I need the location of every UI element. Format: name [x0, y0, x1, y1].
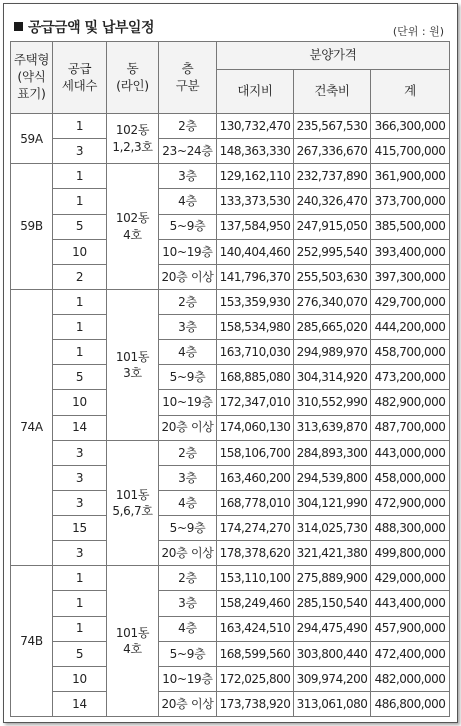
unit-note: (단위 : 원)	[392, 25, 444, 38]
building-price-cell: 285,665,020	[294, 315, 371, 340]
table-row	[11, 189, 450, 214]
building-price-cell: 303,800,440	[294, 641, 371, 666]
total-price-cell: 429,700,000	[371, 289, 450, 314]
dong-line: 4호	[123, 227, 142, 242]
table-row	[11, 239, 450, 264]
floor-cell: 2층	[159, 114, 217, 139]
floor-cell: 4층	[159, 490, 217, 515]
table-row	[11, 340, 450, 365]
units-cell: 1	[53, 289, 107, 314]
units-cell: 3	[53, 139, 107, 164]
floor-cell: 10~19층	[159, 239, 217, 264]
dong-cell	[107, 566, 159, 717]
document-frame	[3, 3, 458, 723]
floor-cell: 20층 이상	[159, 541, 217, 566]
land-price-cell: 158,249,460	[217, 591, 294, 616]
total-price-cell: 429,000,000	[371, 566, 450, 591]
land-price-cell: 158,534,980	[217, 315, 294, 340]
building-price-cell: 252,995,540	[294, 239, 371, 264]
header-units: 공급 세대수	[53, 42, 107, 114]
units-cell: 10	[53, 666, 107, 691]
building-price-cell: 247,915,050	[294, 214, 371, 239]
building-price-cell: 276,340,070	[294, 289, 371, 314]
price-table-body	[11, 114, 450, 717]
dong-line: 101동	[115, 625, 150, 640]
floor-cell: 3층	[159, 164, 217, 189]
building-price-cell: 313,639,870	[294, 415, 371, 440]
floor-cell: 3층	[159, 315, 217, 340]
dong-line: 102동	[115, 123, 150, 138]
dong-cell	[107, 440, 159, 566]
units-cell: 1	[53, 591, 107, 616]
floor-cell: 4층	[159, 189, 217, 214]
table-row	[11, 164, 450, 189]
building-price-cell: 240,326,470	[294, 189, 371, 214]
floor-cell: 10~19층	[159, 390, 217, 415]
table-row	[11, 139, 450, 164]
total-price-cell: 486,800,000	[371, 691, 450, 716]
land-price-cell: 163,710,030	[217, 340, 294, 365]
building-price-cell: 321,421,380	[294, 541, 371, 566]
total-price-cell: 443,400,000	[371, 591, 450, 616]
land-price-cell: 153,110,100	[217, 566, 294, 591]
floor-cell: 4층	[159, 616, 217, 641]
header-floor: 층 구분	[159, 42, 217, 114]
type-cell: 74B	[11, 566, 53, 717]
total-price-cell: 361,900,000	[371, 164, 450, 189]
floor-cell: 4층	[159, 340, 217, 365]
header-land: 대지비	[217, 70, 294, 114]
land-price-cell: 130,732,470	[217, 114, 294, 139]
units-cell: 1	[53, 616, 107, 641]
table-row	[11, 264, 450, 289]
table-row	[11, 666, 450, 691]
land-price-cell: 168,778,010	[217, 490, 294, 515]
total-price-cell: 499,800,000	[371, 541, 450, 566]
building-price-cell: 232,737,890	[294, 164, 371, 189]
building-price-cell: 267,336,670	[294, 139, 371, 164]
dong-cell	[107, 289, 159, 440]
floor-cell: 20층 이상	[159, 691, 217, 716]
table-row	[11, 114, 450, 139]
building-price-cell: 284,893,300	[294, 440, 371, 465]
units-cell: 10	[53, 239, 107, 264]
header-building: 건축비	[294, 70, 371, 114]
land-price-cell: 178,378,620	[217, 541, 294, 566]
floor-cell: 5~9층	[159, 516, 217, 541]
total-price-cell: 487,700,000	[371, 415, 450, 440]
total-price-cell: 458,700,000	[371, 340, 450, 365]
land-price-cell: 148,363,330	[217, 139, 294, 164]
total-price-cell: 366,300,000	[371, 114, 450, 139]
floor-cell: 2층	[159, 289, 217, 314]
land-price-cell: 153,359,930	[217, 289, 294, 314]
units-cell: 2	[53, 264, 107, 289]
floor-cell: 5~9층	[159, 214, 217, 239]
total-price-cell: 488,300,000	[371, 516, 450, 541]
total-price-cell: 415,700,000	[371, 139, 450, 164]
total-price-cell: 472,900,000	[371, 490, 450, 515]
building-price-cell: 255,503,630	[294, 264, 371, 289]
land-price-cell: 163,424,510	[217, 616, 294, 641]
land-price-cell: 141,796,370	[217, 264, 294, 289]
total-price-cell: 385,500,000	[371, 214, 450, 239]
building-price-cell: 313,061,080	[294, 691, 371, 716]
units-cell: 1	[53, 315, 107, 340]
units-cell: 15	[53, 516, 107, 541]
building-price-cell: 235,567,530	[294, 114, 371, 139]
land-price-cell: 140,404,460	[217, 239, 294, 264]
land-price-cell: 133,373,530	[217, 189, 294, 214]
building-price-cell: 285,150,540	[294, 591, 371, 616]
dong-line: 3호	[123, 365, 142, 380]
header-total: 계	[371, 70, 450, 114]
building-price-cell: 314,025,730	[294, 516, 371, 541]
floor-cell: 2층	[159, 440, 217, 465]
units-cell: 3	[53, 541, 107, 566]
land-price-cell: 163,460,200	[217, 465, 294, 490]
total-price-cell: 457,900,000	[371, 616, 450, 641]
total-price-cell: 473,200,000	[371, 365, 450, 390]
square-bullet-icon	[14, 22, 23, 31]
land-price-cell: 173,738,920	[217, 691, 294, 716]
dong-line: 5,6,7호	[112, 503, 153, 518]
building-price-cell: 294,539,800	[294, 465, 371, 490]
dong-line: 4호	[123, 642, 142, 657]
land-price-cell: 137,584,950	[217, 214, 294, 239]
units-cell: 1	[53, 164, 107, 189]
building-price-cell: 294,989,970	[294, 340, 371, 365]
type-cell: 59B	[11, 164, 53, 290]
floor-cell: 5~9층	[159, 641, 217, 666]
table-row	[11, 616, 450, 641]
header-dong: 동 (라인)	[107, 42, 159, 114]
table-row	[11, 315, 450, 340]
floor-cell: 20층 이상	[159, 415, 217, 440]
section-title	[14, 17, 154, 37]
units-cell: 10	[53, 390, 107, 415]
dong-line: 101동	[115, 487, 150, 502]
floor-cell: 3층	[159, 465, 217, 490]
type-cell: 59A	[11, 114, 53, 164]
header-type: 주택형 (약식 표기)	[11, 42, 53, 114]
land-price-cell: 174,274,270	[217, 516, 294, 541]
table-row	[11, 691, 450, 716]
header-price-group: 분양가격	[217, 42, 450, 70]
land-price-cell: 174,060,130	[217, 415, 294, 440]
dong-line: 102동	[115, 211, 150, 226]
building-price-cell: 309,974,200	[294, 666, 371, 691]
units-cell: 14	[53, 415, 107, 440]
dong-cell	[107, 114, 159, 164]
floor-cell: 23~24층	[159, 139, 217, 164]
land-price-cell: 168,599,560	[217, 641, 294, 666]
units-cell: 5	[53, 365, 107, 390]
floor-cell: 5~9층	[159, 365, 217, 390]
units-cell: 3	[53, 490, 107, 515]
units-cell: 1	[53, 340, 107, 365]
table-row	[11, 566, 450, 591]
building-price-cell: 304,314,920	[294, 365, 371, 390]
table-row	[11, 641, 450, 666]
section-title-text: 공급금액 및 납부일정	[28, 20, 154, 36]
total-price-cell: 444,200,000	[371, 315, 450, 340]
table-row	[11, 289, 450, 314]
table-row	[11, 465, 450, 490]
table-row	[11, 214, 450, 239]
units-cell: 1	[53, 189, 107, 214]
land-price-cell: 168,885,080	[217, 365, 294, 390]
total-price-cell: 373,700,000	[371, 189, 450, 214]
price-table	[10, 41, 450, 717]
type-cell: 74A	[11, 289, 53, 565]
land-price-cell: 158,106,700	[217, 440, 294, 465]
land-price-cell: 172,025,800	[217, 666, 294, 691]
floor-cell: 2층	[159, 566, 217, 591]
dong-cell	[107, 164, 159, 290]
total-price-cell: 397,300,000	[371, 264, 450, 289]
floor-cell: 20층 이상	[159, 264, 217, 289]
table-row	[11, 390, 450, 415]
floor-cell: 10~19층	[159, 666, 217, 691]
units-cell: 3	[53, 465, 107, 490]
building-price-cell: 304,121,990	[294, 490, 371, 515]
total-price-cell: 482,900,000	[371, 390, 450, 415]
units-cell: 5	[53, 641, 107, 666]
dong-line: 101동	[115, 349, 150, 364]
units-cell: 1	[53, 114, 107, 139]
units-cell: 5	[53, 214, 107, 239]
building-price-cell: 294,475,490	[294, 616, 371, 641]
units-cell: 3	[53, 440, 107, 465]
table-row	[11, 541, 450, 566]
units-cell: 1	[53, 566, 107, 591]
land-price-cell: 129,162,110	[217, 164, 294, 189]
building-price-cell: 275,889,900	[294, 566, 371, 591]
total-price-cell: 393,400,000	[371, 239, 450, 264]
total-price-cell: 472,400,000	[371, 641, 450, 666]
floor-cell: 3층	[159, 591, 217, 616]
table-row	[11, 490, 450, 515]
total-price-cell: 482,000,000	[371, 666, 450, 691]
land-price-cell: 172,347,010	[217, 390, 294, 415]
dong-line: 1,2,3호	[112, 139, 153, 154]
total-price-cell: 443,000,000	[371, 440, 450, 465]
table-row	[11, 415, 450, 440]
units-cell: 14	[53, 691, 107, 716]
table-row	[11, 365, 450, 390]
table-row	[11, 516, 450, 541]
table-row	[11, 591, 450, 616]
total-price-cell: 458,000,000	[371, 465, 450, 490]
table-row	[11, 440, 450, 465]
building-price-cell: 310,552,990	[294, 390, 371, 415]
